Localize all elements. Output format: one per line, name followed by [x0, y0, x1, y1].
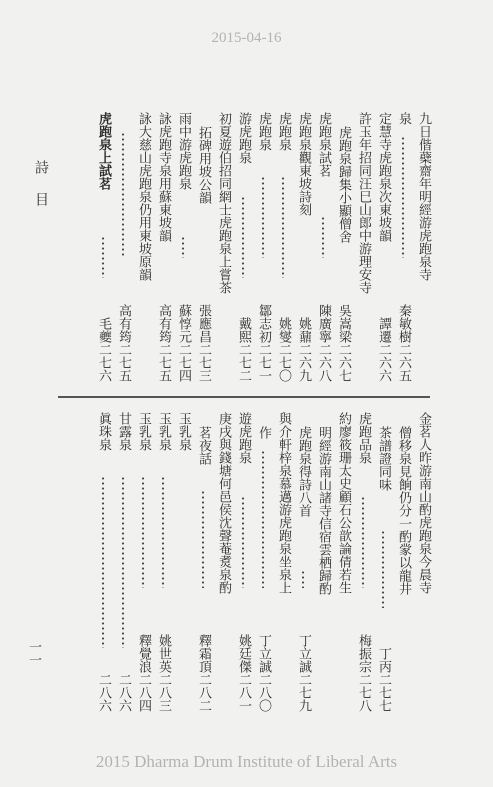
entry-title: 虎跑泉 [276, 112, 291, 151]
entry-title: 遊虎跑泉 [236, 412, 251, 464]
entry-title: 玉乳泉 [176, 412, 191, 451]
entry-author-page: 陳廣寧二六八 [316, 304, 331, 382]
toc-entry [313, 412, 333, 712]
entry-title: 拓碑用坡公韻 [196, 126, 211, 204]
entry-title: 虎跑泉歸集小顯僧舍 [336, 126, 351, 243]
toc-entry [173, 112, 193, 382]
entry-author-page: 毛夔二七六 [96, 317, 111, 382]
toc-entry [93, 112, 113, 382]
toc-entry [333, 412, 353, 712]
entry-title: 僧移泉見餉仍分一酌䝉以龍井 [396, 426, 411, 595]
entry-title: 初夏遊伯招同網士虎跑泉上嘗茶 [216, 112, 231, 294]
entry-title: 詠大慈山虎跑泉仍用東坡原韻 [136, 112, 151, 281]
toc-entry [293, 112, 313, 382]
dot-leader [202, 490, 204, 588]
toc-entry [133, 412, 153, 712]
entry-author-page: 譚遷二六六 [376, 317, 391, 382]
entry-title: 定慧寺虎跑泉次東坡韻 [376, 112, 391, 242]
date-stamp: 2015-04-16 [211, 30, 282, 46]
dot-leader [242, 496, 244, 588]
entry-author-page: 丁立誠二八〇 [256, 634, 271, 712]
entry-author-page: 秦敏樹二六五 [396, 304, 411, 382]
entry-title: 游虎跑泉 [236, 112, 251, 164]
toc-entry [313, 112, 333, 382]
entry-author-page: 二八六 [116, 673, 131, 712]
watermark: 2015 Dharma Drum Institute of Liberal Arts [95, 752, 398, 771]
toc-entry [153, 112, 173, 382]
toc-entry [233, 112, 253, 382]
toc-entry [193, 112, 213, 382]
entry-title: 庚戌與錢塘何邑侯沈聲菴煑泉酌 [216, 412, 231, 594]
entry-title: 雨中游虎跑泉 [176, 112, 191, 190]
entry-author-page: 梅振宗二七八 [356, 634, 371, 712]
entry-author-page: 二八六 [96, 673, 111, 712]
dot-leader [102, 236, 104, 278]
entry-title: 茶譜證同味 [376, 426, 391, 491]
toc-entry [113, 412, 133, 712]
dot-leader [102, 476, 104, 648]
entry-author-page: 蘇惇元二七四 [176, 304, 191, 382]
entry-author-page: 吳嵩梁二六七 [336, 304, 351, 382]
entry-title: 泉 [396, 112, 411, 125]
entry-title: 九日偕蘗齋年明經游虎跑泉寺 [416, 112, 431, 281]
toc-entry [253, 412, 273, 712]
upper-toc-block [93, 112, 433, 382]
dot-leader [242, 196, 244, 278]
section-label: 詩目 [33, 160, 49, 224]
toc-entry [213, 412, 233, 712]
entry-author-page: 張應昌二七三 [196, 304, 211, 382]
toc-entry [353, 112, 373, 382]
toc-entry [393, 112, 413, 382]
entry-title: 詠虎跑寺泉用蘇東坡韻 [156, 112, 171, 242]
entry-author-page: 釋霜頂二八二 [196, 634, 211, 712]
lower-toc-block [93, 412, 433, 712]
entry-author-page: 丁立誠二七九 [296, 634, 311, 712]
toc-entry [353, 412, 373, 712]
toc-entry [93, 412, 113, 712]
toc-entry [133, 112, 153, 382]
entry-author-page: 姚廷傑二八一 [236, 634, 251, 712]
dot-leader [302, 570, 304, 588]
entry-author-page: 釋覺浪二八四 [136, 634, 151, 712]
dot-leader [122, 476, 124, 648]
entry-author-page: 姚燮二七〇 [276, 317, 291, 382]
dot-leader [262, 450, 264, 588]
toc-entry [113, 112, 133, 382]
page-number: 一一 [26, 640, 41, 666]
entry-title: 眞珠泉 [96, 412, 111, 451]
toc-entry [413, 112, 433, 382]
dot-leader [262, 176, 264, 258]
entry-title: 明經游南山諸寺信宿雲栖歸酌 [316, 426, 331, 595]
dot-leader [382, 530, 384, 608]
toc-entry [393, 412, 413, 712]
toc-entry [273, 412, 293, 712]
entry-title: 許玉年招同汪巳山郎中游理安寺 [356, 112, 371, 294]
entry-title: 茗夜話 [196, 426, 211, 465]
entry-title: 金茗人昨游南山酌虎跑泉今晨寺 [416, 412, 431, 594]
entry-author-page: 戴熙二七二 [236, 317, 251, 382]
divider [58, 396, 430, 398]
entry-title: 作 [256, 426, 271, 439]
entry-title: 甘露泉 [116, 412, 131, 451]
dot-leader [322, 216, 324, 258]
entry-title: 虎跑泉試茗 [316, 112, 331, 177]
dot-leader [362, 496, 364, 588]
toc-entry [293, 412, 313, 712]
toc-entry [193, 412, 213, 712]
toc-entry [413, 412, 433, 712]
toc-entry [153, 412, 173, 712]
toc-entry [373, 412, 393, 712]
entry-author-page: 姚鼐二六九 [296, 317, 311, 382]
dot-leader [282, 176, 284, 278]
entry-author-page: 丁丙二七七 [376, 647, 391, 712]
entry-author-page: 鄒志初二七一 [256, 304, 271, 382]
dot-leader [182, 236, 184, 258]
entry-author-page: 高有筠二七五 [156, 304, 171, 382]
entry-title: 虎跑泉上試茗 [96, 112, 111, 190]
entry-author-page: 高有筠二七五 [116, 304, 131, 382]
toc-entry [373, 112, 393, 382]
dot-leader [402, 136, 404, 258]
entry-title: 與介軒梓泉慕邁游虎跑泉坐泉上 [276, 412, 291, 594]
toc-entry [213, 112, 233, 382]
toc-entry [333, 112, 353, 382]
dot-leader [142, 476, 144, 588]
entry-title: 約廖筱珊太史顧石公歆論倩若生 [336, 412, 351, 594]
entry-title: 虎跑泉 [256, 112, 271, 151]
entry-title: 虎跑品泉 [356, 412, 371, 464]
toc-entry [173, 412, 193, 712]
toc-entry [253, 112, 273, 382]
entry-author-page: 姚世英二八三 [156, 634, 171, 712]
toc-entry [273, 112, 293, 382]
toc-entry [233, 412, 253, 712]
entry-title: 虎跑泉觀東坡詩刻 [296, 112, 311, 216]
entry-title: 虎跑泉得詩八首 [296, 426, 311, 517]
dot-leader [122, 132, 124, 258]
entry-title: 玉乳泉 [136, 412, 151, 451]
entry-title: 玉乳泉 [156, 412, 171, 451]
dot-leader [162, 476, 164, 588]
